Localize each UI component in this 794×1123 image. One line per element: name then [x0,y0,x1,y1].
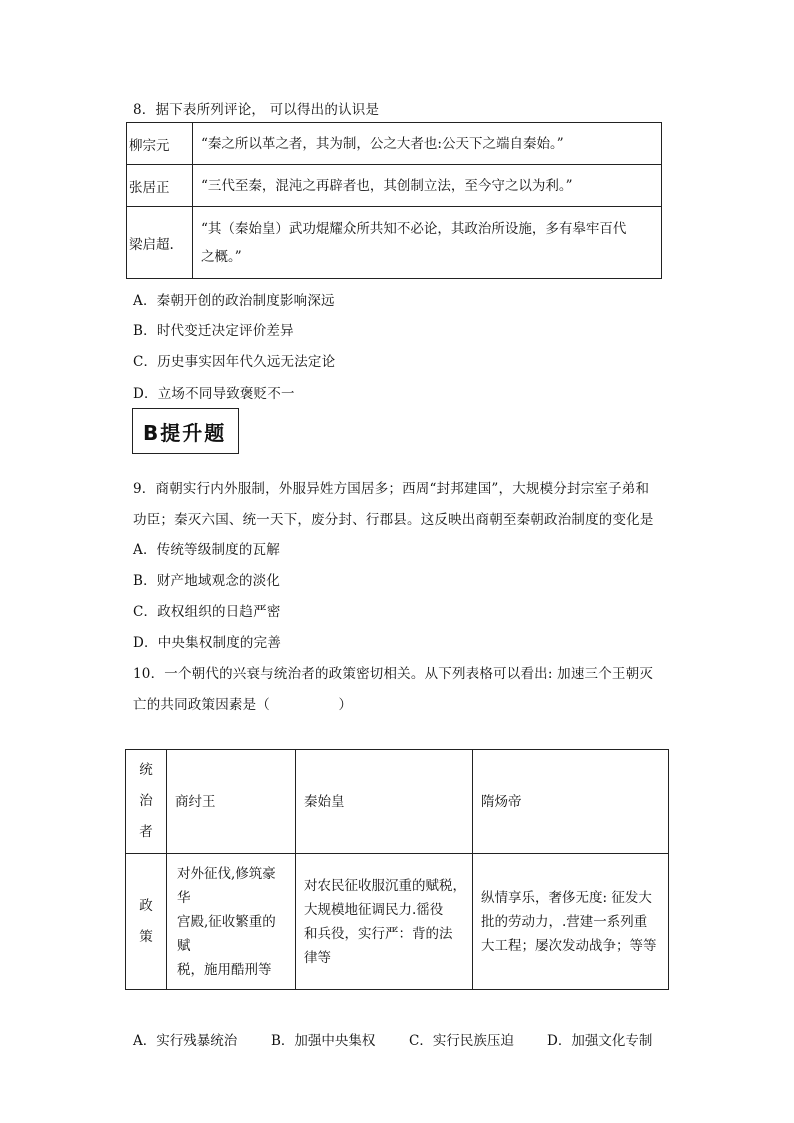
q9-option-d[interactable]: D．中央集权制度的完善 [133,635,282,651]
q10-option-b[interactable]: B．加强中央集权 [271,1033,376,1049]
q8-stem: 8．据下表所列评论， 可以得出的认识是 [133,102,380,118]
table-row [126,854,669,990]
commenter-name: 张居正 [127,165,193,207]
ruler-cell: 隋炀帝 [473,750,669,854]
q10-options [133,1029,652,1049]
quote-line: “其（秦始皇）武功焜耀众所共知不必论，其政治所设施，多有皋牢百代 [201,220,627,237]
quote-line: 之概。” [201,248,242,265]
section-badge: B提升题 [132,408,239,454]
policy-cell: 纵情享乐，奢侈无度: 征发大 批的劳动力，.营建一系列重 大工程；屡次发动战争；等等 [473,854,669,990]
table-row [127,207,662,279]
commenter-name: 柳宗元 [127,123,193,165]
q10-option-d[interactable]: D．加强文化专制 [547,1033,653,1049]
q10-stem-line-2: 亡的共同政策因素是（ ） [133,697,353,713]
q9-option-b[interactable]: B．财产地域观念的淡化 [133,573,281,589]
commenter-quote [193,207,662,279]
q10-stem-line-1: 10．一个朝代的兴衰与统治者的政策密切相关。从下列表格可以看出: 加速三个王朝灭 [133,666,654,682]
q8-option-c[interactable]: C．历史事实因年代久远无法定论 [133,354,336,370]
commenter-quote: “秦之所以革之者，其为制，公之大者也:公天下之端自秦始。” [193,123,662,165]
q10-policy-table [125,749,669,990]
commenter-name: 梁启超. [127,207,193,279]
q9-stem-line-1: 9．商朝实行内外服制，外服异姓方国居多；西周“封邦建国”，大规模分封宗室子弟和 [133,481,650,497]
ruler-cell: 商纣王 [167,750,296,854]
q9-option-c[interactable]: C．政权组织的日趋严密 [133,604,281,620]
q8-option-a[interactable]: A．秦朝开创的政治制度影响深远 [133,293,335,309]
q9-stem-line-2: 功臣；秦灭六国、统一天下，废分封、行郡县。这反映出商朝至秦朝政治制度的变化是 [133,512,654,528]
table-row [127,165,662,207]
q8-comment-table [126,122,662,279]
q10-option-c[interactable]: C．实行民族压迫 [409,1033,514,1049]
table-row [127,123,662,165]
row-label-rulers: 统 治 者 [126,750,167,854]
table-row [126,750,669,854]
row-label-policies: 政 策 [126,854,167,990]
q8-option-b[interactable]: B．时代变迁决定评价差异 [133,323,294,339]
q9-option-a[interactable]: A．传统等级制度的瓦解 [133,542,280,558]
ruler-cell: 秦始皇 [296,750,473,854]
q8-option-d[interactable]: D．立场不同导致褒贬不一 [133,386,295,402]
policy-cell: 对农民征收服沉重的赋税， 大规模地征调民力.徭役 和兵役，实行严：背的法 律等 [296,854,473,990]
commenter-quote: “三代至秦，混沌之再辟者也，其创制立法，至今守之以为利。” [193,165,662,207]
policy-cell: 对外征伐,修筑豪华 宫殿,征收繁重的赋 税，施用酷刑等 [167,854,296,990]
q10-option-a[interactable]: A．实行残暴统治 [133,1033,238,1049]
